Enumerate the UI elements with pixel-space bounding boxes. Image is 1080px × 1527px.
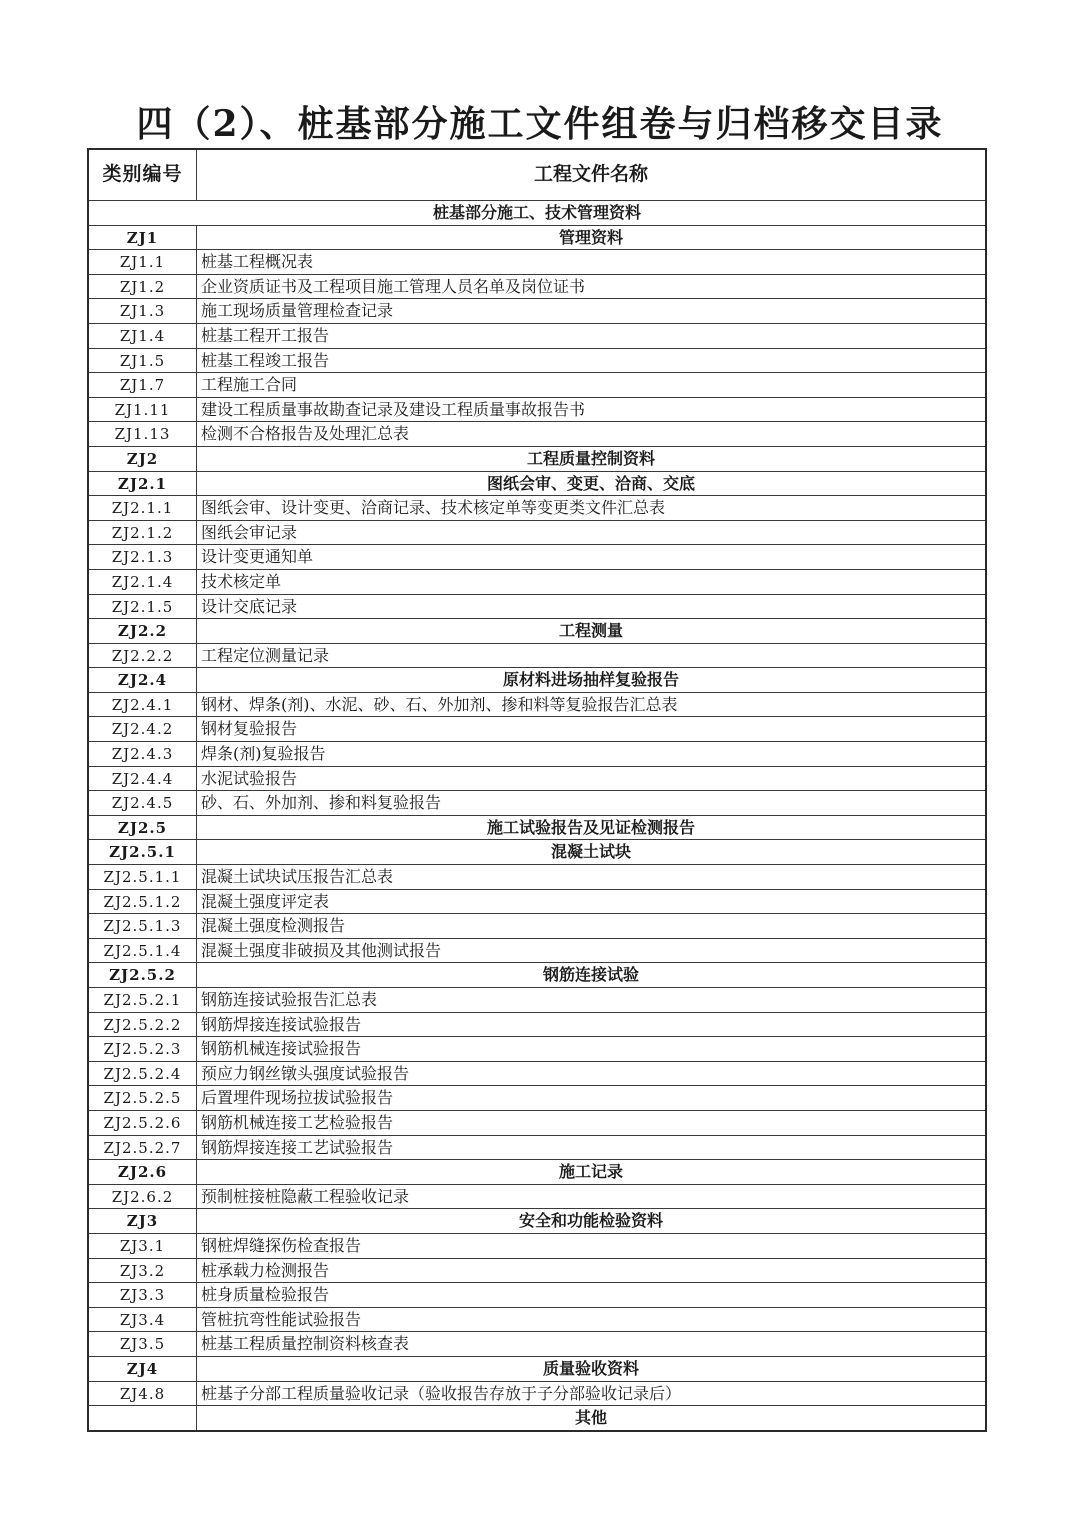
table-row	[89, 274, 985, 299]
table-row	[89, 323, 985, 348]
row-code: ZJ2.4.1	[89, 693, 197, 717]
table-row	[89, 913, 985, 938]
row-name: 建设工程质量事故勘查记录及建设工程质量事故报告书	[201, 399, 586, 419]
row-code: ZJ2.5.2.1	[89, 988, 197, 1012]
row-code: ZJ2.5.1.4	[89, 939, 197, 963]
row-name: 桩承载力检测报告	[201, 1260, 330, 1280]
row-code: ZJ4	[89, 1357, 197, 1381]
table-row	[89, 421, 985, 446]
group-row	[89, 1159, 985, 1184]
row-name: 钢材复验报告	[201, 719, 298, 739]
row-name: 其他	[574, 1408, 607, 1428]
row-name: 钢材、焊条(剂)、水泥、砂、石、外加剂、掺和料等复验报告汇总表	[201, 694, 678, 714]
row-code: ZJ1.11	[89, 398, 197, 422]
group-row	[89, 839, 985, 864]
row-name: 原材料进场抽样复验报告	[502, 670, 679, 690]
table-row	[89, 298, 985, 323]
row-name: 施工记录	[558, 1162, 623, 1182]
row-code: ZJ2.1.5	[89, 595, 197, 619]
row-code: ZJ2.1.4	[89, 570, 197, 594]
row-name: 管理资料	[558, 227, 623, 247]
table-row	[89, 544, 985, 569]
row-code: ZJ2.2	[89, 619, 197, 643]
row-code: ZJ3.5	[89, 1332, 197, 1356]
row-name: 检测不合格报告及处理汇总表	[201, 424, 410, 444]
row-name: 焊条(剂)复验报告	[201, 744, 326, 764]
row-code: ZJ1.7	[89, 373, 197, 397]
row-code: ZJ1.4	[89, 324, 197, 348]
row-name: 技术核定单	[201, 571, 282, 591]
row-code: ZJ2.4.3	[89, 742, 197, 766]
row-name: 混凝土试块	[550, 842, 631, 862]
row-name: 后置埋件现场拉拔试验报告	[201, 1088, 394, 1108]
table-row	[89, 766, 985, 791]
table-row	[89, 790, 985, 815]
row-code: ZJ2.5.2.6	[89, 1111, 197, 1135]
row-name: 钢筋焊接连接工艺试验报告	[201, 1137, 394, 1157]
table-header	[89, 150, 985, 200]
table-row	[89, 1036, 985, 1061]
table-row	[89, 864, 985, 889]
table-row	[89, 1061, 985, 1086]
row-code: ZJ2.4	[89, 668, 197, 692]
group-row	[89, 1208, 985, 1233]
row-code: ZJ2.5.1	[89, 840, 197, 864]
row-name: 设计变更通知单	[201, 547, 314, 567]
row-name: 预应力钢丝镦头强度试验报告	[201, 1063, 410, 1083]
archive-table	[87, 148, 987, 1432]
table-row	[89, 594, 985, 619]
page-title: 四（2）、桩基部分施工文件组卷与归档移交目录	[136, 103, 944, 145]
row-name: 混凝土试块试压报告汇总表	[201, 867, 394, 887]
row-name: 桩基工程竣工报告	[201, 350, 330, 370]
table-row	[89, 1233, 985, 1258]
row-name: 预制桩接桩隐蔽工程验收记录	[201, 1186, 410, 1206]
row-name: 桩身质量检验报告	[201, 1285, 330, 1305]
table-row	[89, 1184, 985, 1209]
group-row	[89, 815, 985, 840]
row-name: 水泥试验报告	[201, 768, 298, 788]
group-row	[89, 962, 985, 987]
table-row	[89, 348, 985, 373]
row-code: ZJ2.5.1.2	[89, 890, 197, 914]
row-code: ZJ2	[89, 447, 197, 471]
row-code: ZJ2.5.2.3	[89, 1037, 197, 1061]
row-name: 钢桩焊缝探伤检查报告	[201, 1235, 362, 1255]
table-row	[89, 569, 985, 594]
row-code: ZJ1.13	[89, 422, 197, 446]
section-title-row	[89, 200, 985, 225]
row-name: 设计交底记录	[201, 596, 298, 616]
row-code: ZJ2.1.2	[89, 521, 197, 545]
table-row	[89, 1012, 985, 1037]
row-name: 桩基子分部工程质量验收记录（验收报告存放于子分部验收记录后）	[201, 1383, 682, 1403]
row-code: ZJ2.5.2.2	[89, 1013, 197, 1037]
row-name: 钢筋焊接连接试验报告	[201, 1014, 362, 1034]
group-row	[89, 618, 985, 643]
row-code: ZJ2.5.1.3	[89, 914, 197, 938]
table-row	[89, 495, 985, 520]
row-code: ZJ2.4.2	[89, 717, 197, 741]
row-code: ZJ2.4.4	[89, 767, 197, 791]
row-code: ZJ1.2	[89, 275, 197, 299]
row-name: 工程测量	[558, 621, 623, 641]
row-name: 质量验收资料	[542, 1358, 639, 1378]
row-code: ZJ2.4.5	[89, 791, 197, 815]
row-name: 图纸会审、变更、洽商、交底	[486, 473, 695, 493]
row-name: 钢筋连接试验	[542, 965, 639, 985]
row-code: ZJ2.6.2	[89, 1185, 197, 1209]
table-row	[89, 1135, 985, 1160]
row-code: ZJ3	[89, 1209, 197, 1233]
row-name: 砂、石、外加剂、掺和料复验报告	[201, 793, 442, 813]
table-row	[89, 1307, 985, 1332]
row-name: 钢筋机械连接工艺检验报告	[201, 1112, 394, 1132]
row-name: 施工试验报告及见证检测报告	[486, 817, 695, 837]
row-code: ZJ1	[89, 226, 197, 250]
row-name: 钢筋机械连接试验报告	[201, 1039, 362, 1059]
row-code: ZJ2.5	[89, 816, 197, 840]
row-name: 工程施工合同	[201, 375, 298, 395]
group-row	[89, 446, 985, 471]
row-code: ZJ2.5.2	[89, 963, 197, 987]
group-row	[89, 1356, 985, 1381]
group-row	[89, 1405, 985, 1430]
row-name: 桩基工程概况表	[201, 252, 314, 272]
row-code: ZJ3.1	[89, 1234, 197, 1258]
group-row	[89, 471, 985, 496]
table-row	[89, 249, 985, 274]
row-name: 混凝土强度非破损及其他测试报告	[201, 940, 442, 960]
row-code: ZJ2.5.1.1	[89, 865, 197, 889]
row-name: 桩基工程质量控制资料核查表	[201, 1334, 410, 1354]
table-row	[89, 1258, 985, 1283]
row-name: 钢筋连接试验报告汇总表	[201, 990, 378, 1009]
row-name: 混凝土强度检测报告	[201, 916, 346, 936]
row-code: ZJ2.6	[89, 1160, 197, 1184]
row-code	[89, 1406, 197, 1430]
row-code: ZJ4.8	[89, 1382, 197, 1406]
header-name: 工程文件名称	[533, 163, 648, 185]
table-row	[89, 1282, 985, 1307]
row-name: 混凝土强度评定表	[201, 891, 330, 911]
table-row	[89, 372, 985, 397]
group-row	[89, 667, 985, 692]
row-name: 图纸会审记录	[201, 522, 298, 542]
row-name: 管桩抗弯性能试验报告	[201, 1309, 362, 1329]
row-name: 图纸会审、设计变更、洽商记录、技术核定单等变更类文件汇总表	[201, 498, 666, 518]
row-code: ZJ1.5	[89, 349, 197, 373]
row-name: 桩基工程开工报告	[201, 325, 330, 345]
row-name: 工程定位测量记录	[201, 645, 330, 665]
row-code: ZJ2.1	[89, 472, 197, 496]
table-row	[89, 643, 985, 668]
row-code: ZJ2.2.2	[89, 644, 197, 668]
group-row	[89, 225, 985, 250]
row-code: ZJ2.1.1	[89, 496, 197, 520]
table-row	[89, 1331, 985, 1356]
table-row	[89, 938, 985, 963]
table-row	[89, 397, 985, 422]
section-title: 桩基部分施工、技术管理资料	[432, 203, 641, 222]
row-code: ZJ2.5.2.4	[89, 1062, 197, 1086]
table-row	[89, 741, 985, 766]
table-row	[89, 520, 985, 545]
row-name: 安全和功能检验资料	[518, 1211, 663, 1231]
row-code: ZJ3.3	[89, 1283, 197, 1307]
row-name: 企业资质证书及工程项目施工管理人员名单及岗位证书	[201, 276, 586, 296]
row-code: ZJ1.1	[89, 250, 197, 274]
row-code: ZJ2.5.2.7	[89, 1136, 197, 1160]
table-row	[89, 692, 985, 717]
row-code: ZJ2.5.2.5	[89, 1086, 197, 1110]
table-row	[89, 1110, 985, 1135]
table-row	[89, 1381, 985, 1406]
table-row	[89, 889, 985, 914]
table-row	[89, 716, 985, 741]
row-code: ZJ3.4	[89, 1308, 197, 1332]
table-row	[89, 987, 985, 1012]
row-name: 工程质量控制资料	[526, 448, 655, 468]
row-code: ZJ3.2	[89, 1259, 197, 1283]
table-row	[89, 1085, 985, 1110]
row-name: 施工现场质量管理检查记录	[201, 301, 394, 321]
header-code: 类别编号	[89, 150, 197, 200]
row-code: ZJ1.3	[89, 299, 197, 323]
row-code: ZJ2.1.3	[89, 545, 197, 569]
